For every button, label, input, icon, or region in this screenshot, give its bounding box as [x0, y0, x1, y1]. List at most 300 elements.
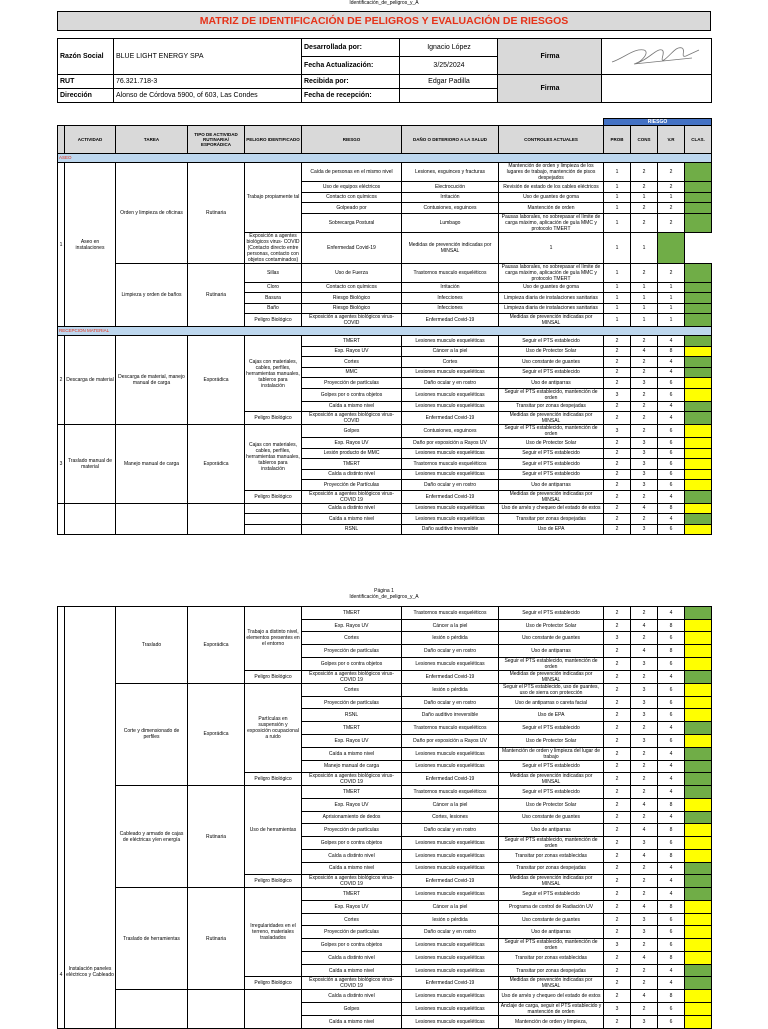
prob-cell: 2 — [604, 619, 631, 632]
vr-cell: 8 — [658, 901, 685, 914]
cons-cell: 4 — [631, 645, 658, 658]
vr-cell: 2 — [658, 163, 685, 182]
task-name: Traslado — [116, 607, 188, 684]
prob-cell: 2 — [604, 836, 631, 849]
cons-header: CONS — [631, 126, 658, 154]
matrix-row — [58, 683, 712, 696]
vr-cell: 6 — [658, 683, 685, 696]
task-name — [116, 503, 188, 535]
clas-indicator — [685, 964, 712, 977]
controles-cell: Medidas de prevención indicadas por MINSAL — [499, 490, 604, 503]
clas-indicator — [685, 388, 712, 401]
rut-value: 76.321.718-3 — [114, 75, 302, 89]
vr-cell: 8 — [658, 645, 685, 658]
peligro-cell: Partículas en suspensión y exposición ocupacional a ruido — [245, 683, 302, 772]
clas-indicator — [685, 524, 712, 535]
controles-cell: Uso de Protector Solar — [499, 346, 604, 357]
dano-cell: Trastornos musculo esqueléticos — [402, 459, 499, 470]
cons-cell: 3 — [631, 448, 658, 459]
prob-cell: 2 — [604, 849, 631, 862]
clas-indicator — [658, 232, 685, 263]
controles-cell: Seguir el PTS establecido — [499, 448, 604, 459]
dano-cell: Electrocución — [402, 182, 499, 193]
riesgo-cell: Exposición a agentes biológicos virus- COVID 19 — [302, 875, 402, 888]
cons-cell: 2 — [631, 514, 658, 525]
controles-cell: Mantención de orden y limpieza, — [499, 1016, 604, 1029]
prob-cell: 2 — [604, 367, 631, 378]
page-header: Identificación_de_peligros_y_A — [349, 0, 419, 6]
clas-indicator — [685, 747, 712, 760]
recibida-value: Edgar Padilla — [400, 75, 498, 89]
activity-name: Aseo en instalaciones — [65, 163, 116, 327]
clas-indicator — [685, 901, 712, 914]
vr-cell: 6 — [658, 1003, 685, 1016]
document-title: MATRIZ DE IDENTIFICACIÓN DE PELIGROS Y EVALUACIÓN DE RIESGOS — [57, 11, 711, 31]
peligro-cell: Basura — [245, 293, 302, 304]
riesgo-cell: Cortes — [302, 913, 402, 926]
riesgo-cell: Caída a mismo nivel — [302, 747, 402, 760]
clas-indicator — [685, 952, 712, 965]
vr-header: V.R — [658, 126, 685, 154]
prob-cell: 2 — [604, 346, 631, 357]
controles-cell: Uso constante de guantes — [499, 632, 604, 645]
clas-indicator — [685, 336, 712, 347]
dano-cell: Daño auditivo irreversible — [402, 524, 499, 535]
controles-cell: Seguir el PTS establecido, mantención de orden — [499, 836, 604, 849]
dano-cell: Daño ocular y en rostro — [402, 645, 499, 658]
controles-cell: Uso de arnés y chequeo del estado de estos — [499, 503, 604, 514]
riesgo-header: RIESGO — [302, 126, 402, 154]
dano-cell: Lesiones musculo esqueléticas — [402, 401, 499, 412]
task-name: Limpieza y orden de baños — [116, 263, 188, 327]
dano-cell: Lesiones musculo esqueléticas — [402, 888, 499, 901]
vr-cell: 8 — [658, 824, 685, 837]
controles-cell: Transitar por zonas despejadas — [499, 964, 604, 977]
page-number: Página 1 — [374, 588, 394, 594]
dano-cell: Daño ocular y en rostro — [402, 824, 499, 837]
prob-cell: 2 — [604, 657, 631, 670]
cons-cell: 1 — [631, 293, 658, 304]
prob-cell: 2 — [604, 747, 631, 760]
clas-indicator — [685, 645, 712, 658]
matrix-row — [58, 607, 712, 620]
controles-cell: Medidas de prevención indicadas por MINSAL — [499, 670, 604, 683]
cons-cell: 1 — [631, 314, 658, 327]
riesgo-cell: Exposición a agentes biológicos virus- COVID 19 — [302, 670, 402, 683]
cons-cell: 2 — [631, 263, 658, 282]
clas-indicator — [685, 401, 712, 412]
riesgo-cell: Proyección de Partículas — [302, 480, 402, 491]
riesgo-cell: Golpes por o contra objetos — [302, 657, 402, 670]
dano-cell: Infecciones — [402, 293, 499, 304]
controles-cell: Seguir el PTS establecido — [499, 722, 604, 735]
controles-cell: Transitar por zonas despejadas — [499, 401, 604, 412]
vr-cell: 4 — [658, 875, 685, 888]
clas-indicator — [685, 192, 712, 203]
prob-header: PROB — [604, 126, 631, 154]
prob-cell: 2 — [604, 524, 631, 535]
header-spacer — [58, 119, 604, 126]
riesgo-cell: Golpes — [302, 425, 402, 438]
vr-cell: 6 — [658, 438, 685, 449]
cons-cell: 2 — [631, 357, 658, 368]
prob-cell: 1 — [604, 192, 631, 203]
dano-cell: Irritación — [402, 282, 499, 293]
vr-cell: 4 — [658, 747, 685, 760]
controles-cell: Uso de arnés y chequeo del estado de estos — [499, 990, 604, 1003]
dano-cell: lesión o pérdida — [402, 683, 499, 696]
fecha-rec-value — [400, 89, 498, 103]
peligro-cell: Peligro Biológico — [245, 875, 302, 888]
vr-cell: 4 — [658, 607, 685, 620]
clas-indicator — [685, 346, 712, 357]
vr-cell: 4 — [658, 964, 685, 977]
activity-type — [188, 503, 245, 535]
riesgo-cell: MMC — [302, 367, 402, 378]
matrix-row — [58, 336, 712, 347]
clas-indicator — [685, 480, 712, 491]
tipo-header: TIPO DE ACTIVIDAD RUTINARIA/ ESPORÁDICA — [188, 126, 245, 154]
clas-indicator — [685, 263, 712, 282]
controles-cell: Uso de EPA — [499, 524, 604, 535]
vr-cell: 6 — [658, 913, 685, 926]
vr-cell: 6 — [658, 696, 685, 709]
vr-cell: 4 — [658, 514, 685, 525]
dano-cell: Lumbago — [402, 213, 499, 232]
clas-indicator — [685, 722, 712, 735]
riesgo-cell: Golpes por o contra objetos — [302, 836, 402, 849]
riesgo-cell: Proyección de partículas — [302, 926, 402, 939]
vr-cell: 6 — [658, 425, 685, 438]
dano-cell: Lesiones musculo esqueléticas — [402, 964, 499, 977]
prob-cell: 2 — [604, 480, 631, 491]
riesgo-cell: Manejo manual de carga — [302, 760, 402, 773]
dano-cell: Trastornos musculo esqueléticos — [402, 263, 499, 282]
dano-cell: Lesiones musculo esqueléticas — [402, 469, 499, 480]
clas-indicator — [685, 670, 712, 683]
clas-indicator — [685, 734, 712, 747]
prob-cell: 2 — [604, 977, 631, 990]
activity-number: 3 — [58, 425, 65, 504]
controles-cell: Medidas de prevención indicadas por MINSAL — [499, 875, 604, 888]
controles-cell: Uso de antiparras — [499, 824, 604, 837]
vr-cell: 6 — [658, 657, 685, 670]
vr-cell: 4 — [658, 670, 685, 683]
controles-cell: Limpieza diaria de instalaciones sanitarias — [499, 293, 604, 304]
cons-cell: 4 — [631, 849, 658, 862]
vr-cell: 1 — [658, 192, 685, 203]
controles-cell: Uso de Protector Solar — [499, 798, 604, 811]
controles-cell: Seguir el PTS establecido — [499, 367, 604, 378]
clas-indicator — [685, 990, 712, 1003]
prob-cell: 2 — [604, 722, 631, 735]
dir-value: Alonso de Córdova 5900, of 603, Las Condes — [114, 89, 302, 103]
vr-cell: 4 — [658, 412, 685, 425]
cons-cell: 3 — [631, 926, 658, 939]
prob-cell: 3 — [604, 388, 631, 401]
clas-indicator — [685, 939, 712, 952]
vr-cell: 4 — [658, 773, 685, 786]
dano-cell: Cortes, lesiones — [402, 811, 499, 824]
dano-cell: Trastornos musculo esqueléticos — [402, 607, 499, 620]
cons-cell: 4 — [631, 346, 658, 357]
cons-cell: 2 — [631, 490, 658, 503]
controles-cell: Uso de guantes de goma — [499, 192, 604, 203]
vr-cell: 4 — [658, 786, 685, 799]
dano-cell: Lesiones musculo esqueléticas — [402, 760, 499, 773]
vr-cell: 4 — [658, 401, 685, 412]
clas-indicator — [685, 875, 712, 888]
peligro-cell: Peligro Biológico — [245, 412, 302, 425]
activity-type: Rutinaria — [188, 786, 245, 888]
clas-indicator — [685, 303, 712, 314]
controles-cell: Anclaje de carga, seguir el PTS establecido y mantención de orden — [499, 1003, 604, 1016]
riesgo-cell: Contacto con químicos — [302, 282, 402, 293]
dano-cell: Daño por exposición a Rayos UV — [402, 438, 499, 449]
controles-cell: Pausas laborales, no sobrepasar el límite de carga máximo, aplicación de guía MMC y protocolo TMERT — [499, 263, 604, 282]
riesgo-cell: Exp. Rayos UV — [302, 734, 402, 747]
controles-cell: Uso de Protector Solar — [499, 438, 604, 449]
prob-cell: 2 — [604, 952, 631, 965]
cons-cell: 3 — [631, 438, 658, 449]
razon-label: Razón Social — [58, 39, 114, 75]
razon-value: BLUE LIGHT ENERGY SPA — [114, 39, 302, 75]
riesgo-cell: Exposición a agentes biológicos virus- COVID — [302, 412, 402, 425]
riesgo-cell: Exp. Rayos UV — [302, 438, 402, 449]
vr-cell: 4 — [658, 490, 685, 503]
dano-cell: Lesiones musculo esqueléticas — [402, 1003, 499, 1016]
controles-cell: Transitar por zonas despejadas — [499, 514, 604, 525]
cons-cell: 2 — [631, 939, 658, 952]
vr-cell: 6 — [658, 632, 685, 645]
clas-indicator — [685, 282, 712, 293]
clas-indicator — [685, 607, 712, 620]
riesgo-cell: Uso de Fuerza — [302, 263, 402, 282]
prob-cell: 2 — [604, 964, 631, 977]
dano-cell: Enfermedad Covid-19 — [402, 670, 499, 683]
cons-cell: 4 — [631, 503, 658, 514]
activity-type: Rutinaria — [188, 888, 245, 990]
riesgo-cell: TMERT — [302, 722, 402, 735]
riesgo-cell: Golpes por o contra objetos — [302, 388, 402, 401]
dir-label: Dirección — [58, 89, 114, 103]
vr-cell: 6 — [658, 709, 685, 722]
controles-cell: Uso constante de guantes — [499, 913, 604, 926]
prob-cell: 2 — [604, 645, 631, 658]
clas-indicator — [685, 357, 712, 368]
prob-cell: 2 — [604, 683, 631, 696]
clas-indicator — [685, 367, 712, 378]
vr-cell: 8 — [658, 346, 685, 357]
activity-type: Rutinaria — [188, 263, 245, 327]
cons-cell: 3 — [631, 913, 658, 926]
riesgo-cell: Proyección de partículas — [302, 645, 402, 658]
vr-cell: 1 — [658, 282, 685, 293]
cons-cell: 4 — [631, 619, 658, 632]
cons-cell: 1 — [631, 192, 658, 203]
prob-cell: 2 — [604, 875, 631, 888]
controles-cell: Seguir el PTS establecido — [499, 888, 604, 901]
riesgo-cell: Proyección de partículas — [302, 378, 402, 389]
riesgo-cell: Caída a distinto nivel — [302, 469, 402, 480]
dano-cell: Contusiones, esguinces — [402, 425, 499, 438]
dano-cell: Irritación — [402, 192, 499, 203]
dano-cell: Lesiones musculo esqueléticas — [402, 657, 499, 670]
prob-cell: 2 — [604, 798, 631, 811]
cons-cell: 3 — [631, 657, 658, 670]
prob-cell: 2 — [604, 786, 631, 799]
clas-indicator — [685, 1016, 712, 1029]
prob-cell: 2 — [604, 490, 631, 503]
firma2-label: Firma — [498, 75, 602, 103]
cons-cell: 1 — [604, 232, 631, 263]
clas-indicator — [685, 888, 712, 901]
vr-cell: 6 — [658, 388, 685, 401]
dano-cell: Lesiones musculo esqueléticas — [402, 388, 499, 401]
clas-indicator — [685, 459, 712, 470]
riesgo-cell: Caída a mismo nivel — [302, 862, 402, 875]
cons-cell: 2 — [631, 747, 658, 760]
fecha-rec-label: Fecha de recepción: — [302, 89, 400, 103]
signature — [602, 39, 712, 75]
section-recepcion: RECEPCION MATERIAL — [58, 327, 712, 336]
cons-cell: 3 — [631, 1016, 658, 1029]
controles-cell: Programa de control de Radiación UV — [499, 901, 604, 914]
peligro-cell: Peligro Biológico — [245, 490, 302, 503]
prob-cell: 2 — [604, 696, 631, 709]
risk-matrix-table — [57, 118, 712, 535]
dano-cell: Lesiones musculo esqueléticas — [402, 990, 499, 1003]
riesgo-cell: Exp. Rayos UV — [302, 619, 402, 632]
prob-cell: 2 — [604, 412, 631, 425]
vr-cell: 8 — [658, 849, 685, 862]
dano-cell: Trastornos musculo esqueléticos — [402, 722, 499, 735]
vr-cell: 1 — [658, 293, 685, 304]
peligro-cell: Trabajo a distinto nivel, elementos presentes en el entorno — [245, 607, 302, 671]
dano-cell: Cáncer a la piel — [402, 798, 499, 811]
dano-cell: Enfermedad Covid-19 — [402, 875, 499, 888]
matrix-row — [58, 786, 712, 799]
riesgo-cell: Exposición a agentes biológicos virus- COVID 19 — [302, 490, 402, 503]
dano-cell: Daño ocular y en rostro — [402, 696, 499, 709]
clas-indicator — [685, 836, 712, 849]
prob-cell: 1 — [604, 303, 631, 314]
clas-indicator — [685, 657, 712, 670]
controles-cell: Pausas laborales, no sobrepasar el límite de carga máximo, aplicación de guía MMC y protocolo TMERT — [499, 213, 604, 232]
fecha-act-label: Fecha Actualización: — [302, 57, 400, 75]
clas-indicator — [685, 773, 712, 786]
dano-cell: Lesiones musculo esqueléticas — [402, 939, 499, 952]
controles-cell: Medidas de prevención indicadas por MINSAL — [499, 412, 604, 425]
cons-cell: 3 — [631, 836, 658, 849]
dano-cell: Cáncer a la piel — [402, 901, 499, 914]
cons-cell: 3 — [631, 469, 658, 480]
prob-cell: 2 — [604, 811, 631, 824]
vr-cell: 8 — [658, 619, 685, 632]
dano-cell: Lesiones musculo esqueléticas — [402, 836, 499, 849]
controles-cell: Uso de antiparras — [499, 480, 604, 491]
cons-cell: 2 — [631, 773, 658, 786]
activity-type: Esporádica — [188, 683, 245, 785]
prob-cell: 1 — [604, 182, 631, 193]
vr-cell: 4 — [658, 888, 685, 901]
clas-indicator — [685, 913, 712, 926]
controles-cell: Uso de EPA — [499, 709, 604, 722]
controles-cell: Seguir el PTS establecido, mantención de orden — [499, 657, 604, 670]
vr-cell: 4 — [658, 760, 685, 773]
prob-cell: 3 — [604, 425, 631, 438]
cons-cell: 2 — [631, 367, 658, 378]
vr-cell: 2 — [658, 213, 685, 232]
controles-cell: Uso de Protector Solar — [499, 619, 604, 632]
cons-cell: 2 — [631, 336, 658, 347]
prob-cell: 2 — [604, 378, 631, 389]
dano-cell: Enfermedad Covid-19 — [402, 314, 499, 327]
riesgo-cell: RSNL — [302, 524, 402, 535]
clas-indicator — [685, 760, 712, 773]
riesgo-cell: Proyección de partículas — [302, 824, 402, 837]
cons-cell: 4 — [631, 990, 658, 1003]
riesgo-cell: Caída a distinto nivel — [302, 952, 402, 965]
peligro-cell: Peligro Biológico — [245, 670, 302, 683]
riesgo-cell: TMERT — [302, 336, 402, 347]
controles-cell: Mantención de orden y limpieza del lugar de trabajo — [499, 747, 604, 760]
controles-cell: Seguir el PTS establecido — [499, 336, 604, 347]
cons-cell: 2 — [631, 722, 658, 735]
controles-header: CONTROLES ACTUALES — [499, 126, 604, 154]
peligro-cell: Cajas con materiales, cables, perfiles, herramientas manuales, tableros para instalación — [245, 336, 302, 412]
riesgo-cell: TMERT — [302, 459, 402, 470]
dano-cell: Trastornos musculo esqueléticos — [402, 786, 499, 799]
prob-cell: 2 — [604, 990, 631, 1003]
controles-cell: Mantención de orden y limpieza de los lugares de trabajo, mantención de pisos despejados — [499, 163, 604, 182]
clas-indicator — [685, 503, 712, 514]
cons-cell: 4 — [631, 901, 658, 914]
dano-cell: Daño ocular y en rostro — [402, 926, 499, 939]
controles-cell: Seguir el PTS establecido — [499, 469, 604, 480]
cons-cell: 1 — [631, 303, 658, 314]
dano-cell: Daño ocular y en rostro — [402, 480, 499, 491]
vr-cell: 6 — [658, 524, 685, 535]
dano-cell: Lesiones musculo esqueléticas — [402, 862, 499, 875]
riesgo-cell: Caída a mismo nivel — [302, 401, 402, 412]
task-name: Manejo manual de carga — [116, 425, 188, 504]
cons-cell: 2 — [631, 412, 658, 425]
dano-header: DAÑO O DETERIORO A LA SALUD — [402, 126, 499, 154]
activity-number — [58, 503, 65, 535]
prob-cell: 2 — [604, 469, 631, 480]
cons-cell: 3 — [631, 378, 658, 389]
dano-cell: Lesiones musculo esqueléticas — [402, 448, 499, 459]
dano-cell: Enfermedad Covid-19 — [402, 773, 499, 786]
peligro-cell: Cajas con materiales, cables, perfiles, herramientas manuales, tableros para instalación — [245, 425, 302, 491]
riesgo-cell: Lesión producto de MMC — [302, 448, 402, 459]
cons-cell: 2 — [631, 388, 658, 401]
dano-cell: Lesiones musculo esqueléticas — [402, 1016, 499, 1029]
page2-header: Identificación_de_peligros_y_A — [349, 594, 419, 600]
riesgo-cell: Riesgo Biológico — [302, 293, 402, 304]
task-name — [116, 990, 188, 1028]
dano-cell: Lesiones musculo esqueléticas — [402, 503, 499, 514]
clas-indicator — [685, 977, 712, 990]
peligro-cell: Uso de herramientas — [245, 786, 302, 875]
matrix-row — [58, 263, 712, 282]
controles-cell: Seguir el PTS establecido — [499, 786, 604, 799]
cons-cell: 2 — [631, 875, 658, 888]
cons-cell: 2 — [631, 977, 658, 990]
controles-cell: Medidas de prevención indicadas por MINSAL — [499, 773, 604, 786]
cons-cell: 2 — [631, 203, 658, 214]
